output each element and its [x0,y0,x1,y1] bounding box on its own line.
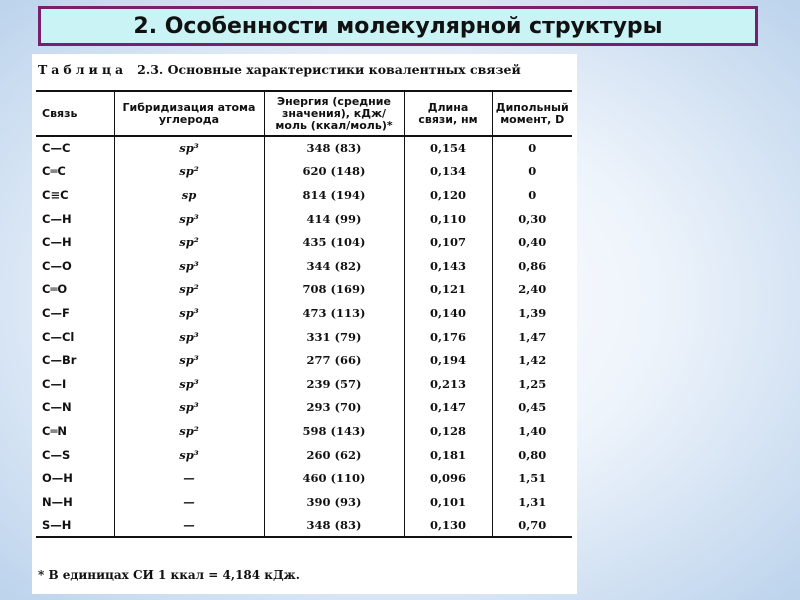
table-row [36,514,572,538]
cell-energy: 348 (83) [264,514,404,538]
cell-dipole: 1,51 [518,471,547,486]
table-caption-text: 2.3. Основные характеристики ковалентных связей [137,62,521,77]
cell-length: 0,176 [404,325,492,349]
slide-title-text: 2. Особенности молекулярной структуры [133,13,663,39]
cell-energy: 390 (93) [264,490,404,514]
cell-hybridization: sp³ [114,254,264,278]
cell-hybridization: sp³ [114,372,264,396]
cell-length: 0,120 [404,183,492,207]
cell-bond: C═O [36,278,114,302]
cell-hybridization: — [114,466,264,490]
table-caption [38,62,521,77]
cell-dipole: 0,30 [518,211,547,226]
cell-dipole: 1,25 [518,376,547,391]
cell-bond: C—O [36,254,114,278]
cell-length: 0,140 [404,301,492,325]
cell-dipole: 0,70 [492,514,572,538]
cell-dipole: 1,47 [518,329,547,344]
cell-energy: 348 (83) [264,136,404,160]
header-hybridization: Гибридизация атома углерода [114,91,264,136]
table-row [36,183,572,207]
cell-length: 0,134 [404,160,492,184]
cell-energy: 708 (169) [264,278,404,302]
cell-energy: 293 (70) [264,396,404,420]
table-scan [32,54,577,594]
cell-bond: C—Cl [36,325,114,349]
table-footnote: * В единицах СИ 1 ккал = 4,184 кДж. [38,568,300,582]
cell-hybridization: sp² [114,230,264,254]
cell-dipole: 1,42 [518,353,547,368]
header-dipole-moment: Дипольный момент, D [492,91,572,136]
table-row [36,278,572,302]
cell-energy: 277 (66) [264,348,404,372]
cell-dipole: 0,86 [518,258,547,273]
cell-hybridization: sp² [114,419,264,443]
cell-length: 0,130 [404,514,492,538]
cell-dipole: 1,40 [518,423,547,438]
cell-dipole: 0,80 [518,447,547,462]
cell-energy: 473 (113) [264,301,404,325]
cell-dipole: 2,40 [518,282,547,297]
table-row [36,136,572,160]
cell-hybridization: — [114,490,264,514]
cell-bond: C—S [36,443,114,467]
cell-length: 0,096 [404,466,492,490]
cell-length: 0,107 [404,230,492,254]
cell-hybridization: sp³ [114,207,264,231]
cell-energy: 814 (194) [264,183,404,207]
cell-length: 0,101 [404,490,492,514]
covalent-bonds-table [36,90,572,538]
cell-length: 0,110 [404,207,492,231]
table-header-row [36,91,572,136]
table-row [36,396,572,420]
cell-bond: S—H [36,514,114,538]
cell-length: 0,194 [404,348,492,372]
cell-energy: 344 (82) [264,254,404,278]
table-row [36,207,572,231]
cell-bond: C═N [36,419,114,443]
cell-hybridization: sp³ [114,348,264,372]
cell-energy: 331 (79) [264,325,404,349]
cell-length: 0,213 [404,372,492,396]
header-bond-length: Длина связи, нм [404,91,492,136]
cell-length: 0,121 [404,278,492,302]
cell-dipole: 0 [528,164,537,179]
cell-bond: N—H [36,490,114,514]
cell-bond: C—N [36,396,114,420]
table-row [36,348,572,372]
cell-length: 0,147 [404,396,492,420]
slide-title [38,6,758,46]
cell-hybridization: — [114,514,264,538]
cell-length: 0,154 [404,136,492,160]
cell-hybridization: sp³ [114,396,264,420]
cell-bond: C—H [36,207,114,231]
table-row [36,160,572,184]
cell-bond: C—I [36,372,114,396]
cell-energy: 598 (143) [264,419,404,443]
header-energy: Энергия (средние значения), кДж/моль (ккал/моль)* [264,91,404,136]
cell-hybridization: sp³ [114,301,264,325]
cell-bond: C—Br [36,348,114,372]
cell-length: 0,143 [404,254,492,278]
cell-bond: C—H [36,230,114,254]
cell-bond: C—F [36,301,114,325]
cell-energy: 460 (110) [264,466,404,490]
table-row [36,466,572,490]
table-row [36,490,572,514]
cell-energy: 620 (148) [264,160,404,184]
cell-length: 0,128 [404,419,492,443]
cell-energy: 260 (62) [264,443,404,467]
table-row [36,301,572,325]
cell-bond: C—C [36,136,114,160]
cell-bond: O—H [36,466,114,490]
cell-energy: 414 (99) [264,207,404,231]
table-row [36,419,572,443]
cell-bond: C≡C [36,183,114,207]
cell-hybridization: sp³ [114,443,264,467]
table-caption-prefix: Таблица [38,62,128,77]
cell-hybridization: sp³ [114,136,264,160]
header-bond: Связь [36,91,114,136]
cell-energy: 435 (104) [264,230,404,254]
cell-length: 0,181 [404,443,492,467]
cell-dipole: 0,45 [518,400,547,415]
cell-hybridization: sp² [114,278,264,302]
cell-dipole: 1,31 [518,494,547,509]
cell-energy: 239 (57) [264,372,404,396]
table-row [36,372,572,396]
cell-dipole: 0 [528,187,537,202]
cell-dipole: 0,40 [518,235,547,250]
cell-dipole: 0 [528,141,537,156]
table-row [36,230,572,254]
cell-hybridization: sp² [114,160,264,184]
table-row [36,254,572,278]
cell-bond: C═C [36,160,114,184]
table-row [36,443,572,467]
cell-hybridization: sp [114,183,264,207]
cell-hybridization: sp³ [114,325,264,349]
cell-dipole: 1,39 [518,305,547,320]
table-row [36,325,572,349]
